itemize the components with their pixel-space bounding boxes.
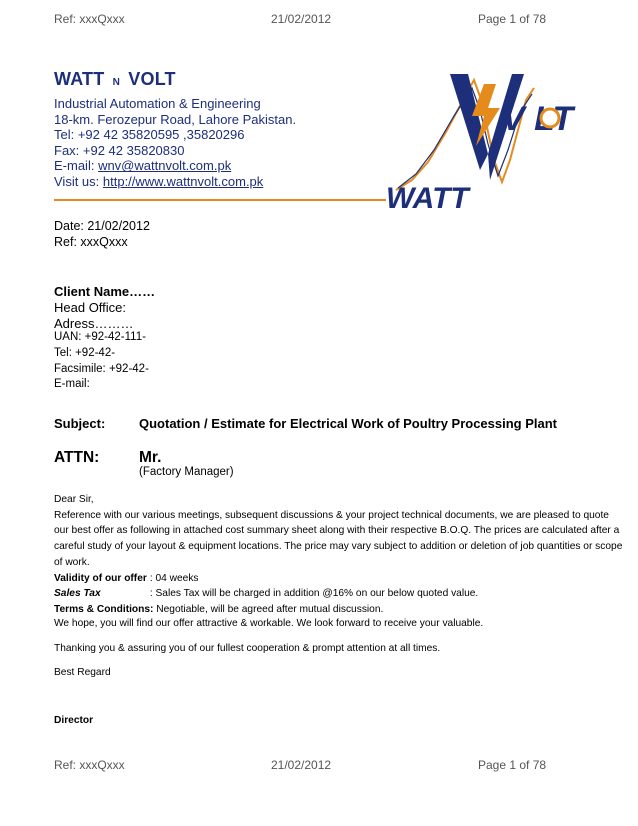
- validity-label: Validity of our offer: [54, 572, 147, 584]
- attn-label: ATTN:: [54, 449, 100, 466]
- email-label: E-mail:: [54, 158, 99, 174]
- client-block: [54, 284, 155, 332]
- client-contacts: [54, 330, 149, 393]
- footer-date: 21/02/2012: [271, 758, 332, 772]
- doc-date: Date: 21/02/2012: [54, 219, 150, 233]
- company-tagline: Industrial Automation & Engineering: [54, 96, 261, 111]
- validity-row: [54, 571, 586, 587]
- client-address: Adress………: [54, 316, 134, 331]
- letter-body: [54, 492, 623, 618]
- company-address: 18-km. Ferozepur Road, Lahore Pakistan.: [54, 111, 297, 127]
- paragraph-1-line-4: of work.: [54, 556, 90, 568]
- salutation: Dear Sir,: [54, 494, 94, 505]
- logo-wordmark-volt: V LT: [502, 100, 574, 138]
- client-tel: Tel: +92-42-: [54, 346, 116, 359]
- company-logo: [384, 62, 584, 212]
- client-fax: Facsimile: +92-42-: [54, 362, 149, 375]
- attn-name: Mr.: [139, 449, 162, 466]
- closing: Best Regard: [54, 667, 111, 678]
- client-head-office: Head Office:: [54, 300, 127, 315]
- header-page: Page 1 of 78: [478, 12, 547, 26]
- logo-wordmark-watt: WATT: [386, 182, 469, 212]
- doc-ref: Ref: xxxQxxx: [54, 235, 128, 249]
- subject-text: Quotation / Estimate for Electrical Work of Poultry Processing Plant: [139, 416, 558, 431]
- sales-tax-row: [54, 586, 586, 602]
- footer-ref: Ref: xxxQxxx: [54, 758, 125, 772]
- client-name: Client Name……: [54, 284, 156, 299]
- paragraph-1-line-1: Reference with our various meetings, subsequent discussions & your project technical documents, we are pleased to quote: [54, 509, 609, 521]
- client-email: E-mail:: [54, 378, 90, 391]
- header-date: 21/02/2012: [271, 12, 332, 26]
- company-name: [54, 69, 176, 90]
- company-website-row: [54, 174, 296, 190]
- company-email-row: [54, 158, 296, 174]
- client-uan: UAN: +92-42-111-: [54, 331, 146, 343]
- paragraph-1-line-3: careful study of your layout & equipment locations. The price may vary subject to addition or deletion of job quantities or scope: [54, 541, 623, 553]
- website-label: Visit us:: [54, 173, 103, 189]
- sales-tax-value: : Sales Tax will be charged in addition @16% on our below quoted value.: [147, 588, 479, 600]
- paragraph-1-line-2: our best offer as following in attached cost summary sheet along with their respective B.O.Q. The prices are calculated after a: [54, 525, 620, 537]
- terms-label: Terms & Conditions:: [54, 603, 154, 615]
- terms-row: [54, 602, 586, 618]
- sales-tax-label: Sales Tax: [54, 588, 101, 600]
- website-link[interactable]: http://www.wattnvolt.com.pk: [102, 173, 264, 189]
- company-name-n: N: [112, 77, 121, 88]
- terms-value: Negotiable, will be agreed after mutual discussion.: [153, 603, 384, 615]
- header-ref: Ref: xxxQxxx: [54, 12, 125, 26]
- subject-label: Subject:: [54, 416, 106, 431]
- company-details: [54, 96, 296, 190]
- footer-page: Page 1 of 78: [478, 758, 547, 772]
- paragraph-2: We hope, you will find our offer attractive & workable. We look forward to receive your valuable.: [54, 618, 484, 629]
- attn-title: (Factory Manager): [139, 466, 234, 478]
- company-name-watt: WATT: [54, 69, 105, 89]
- company-tel: Tel: +92 42 35820595 ,35820296: [54, 127, 245, 143]
- header-divider: [54, 199, 386, 201]
- company-fax: Fax: +92 42 35820830: [54, 142, 185, 158]
- email-link[interactable]: wnv@wattnvolt.com.pk: [98, 158, 232, 174]
- signatory: Director: [54, 715, 94, 726]
- validity-value: : 04 weeks: [147, 572, 199, 584]
- paragraph-3: Thanking you & assuring you of our fullest cooperation & prompt attention at all times.: [54, 643, 441, 654]
- company-name-volt: VOLT: [128, 69, 176, 89]
